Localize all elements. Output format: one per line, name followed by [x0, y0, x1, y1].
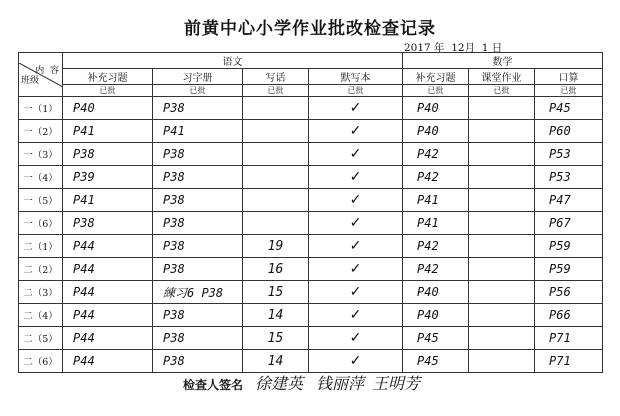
record-cell: P53 — [535, 166, 603, 189]
record-cell: 14 — [243, 304, 309, 327]
class-name-cell: 二（6） — [19, 350, 63, 373]
check-mark-cell: ✓ — [309, 97, 403, 120]
record-cell: P38 — [153, 143, 243, 166]
table-row — [19, 304, 603, 327]
record-cell — [469, 212, 535, 235]
signature-name: 钱丽萍 — [316, 374, 365, 393]
check-mark-cell: ✓ — [309, 120, 403, 143]
record-cell — [469, 327, 535, 350]
record-cell: P67 — [535, 212, 603, 235]
record-cell: P38 — [63, 212, 153, 235]
col-subheader: 已批 — [63, 85, 153, 97]
class-name-cell: 一（1） — [19, 97, 63, 120]
record-cell — [469, 350, 535, 373]
record-cell: P42 — [403, 235, 469, 258]
class-name-cell: 一（5） — [19, 189, 63, 212]
record-cell: P40 — [403, 281, 469, 304]
record-cell: P38 — [153, 258, 243, 281]
record-cell: P40 — [403, 120, 469, 143]
table-row — [19, 143, 603, 166]
record-cell — [243, 212, 309, 235]
col-header: 习字册 — [153, 69, 243, 85]
record-cell: P44 — [63, 327, 153, 350]
record-cell: P42 — [403, 166, 469, 189]
col-subheader: 已批 — [469, 85, 535, 97]
record-cell: P42 — [403, 143, 469, 166]
group-math: 数学 — [403, 53, 603, 69]
class-name-cell: 一（6） — [19, 212, 63, 235]
col-subheader: 已批 — [309, 85, 403, 97]
class-name-cell: 二（5） — [19, 327, 63, 350]
record-cell: P42 — [403, 258, 469, 281]
class-name-cell: 二（1） — [19, 235, 63, 258]
table-row — [19, 258, 603, 281]
record-cell: 練习6 P38 — [153, 281, 243, 304]
record-date: 2017 年 12月 1 日 — [404, 42, 503, 54]
class-name-cell: 二（2） — [19, 258, 63, 281]
col-header: 口算 — [535, 69, 603, 85]
check-mark-cell: ✓ — [309, 189, 403, 212]
record-cell: P44 — [63, 281, 153, 304]
record-cell: P45 — [535, 97, 603, 120]
header-corner-cell — [19, 53, 63, 97]
class-name-cell: 一（2） — [19, 120, 63, 143]
record-cell: P40 — [63, 97, 153, 120]
col-subheader: 已批 — [535, 85, 603, 97]
group-chinese: 语文 — [63, 53, 403, 69]
record-cell: P60 — [535, 120, 603, 143]
table-row — [19, 327, 603, 350]
record-cell: P41 — [63, 189, 153, 212]
record-cell: P44 — [63, 304, 153, 327]
record-cell: P59 — [535, 258, 603, 281]
record-cell: 15 — [243, 281, 309, 304]
record-cell: P38 — [153, 235, 243, 258]
record-cell: P40 — [403, 304, 469, 327]
class-name-cell: 二（4） — [19, 304, 63, 327]
record-cell — [469, 189, 535, 212]
table-row — [19, 281, 603, 304]
record-cell — [469, 120, 535, 143]
record-cell — [243, 166, 309, 189]
record-cell: P41 — [403, 189, 469, 212]
record-cell: P39 — [63, 166, 153, 189]
record-cell: 16 — [243, 258, 309, 281]
record-cell: P56 — [535, 281, 603, 304]
corner-class-label: 班级 — [21, 75, 40, 86]
record-cell: P59 — [535, 235, 603, 258]
record-cell: P41 — [63, 120, 153, 143]
record-cell — [469, 235, 535, 258]
check-mark-cell: ✓ — [309, 350, 403, 373]
record-cell: P44 — [63, 235, 153, 258]
col-subheader: 已批 — [153, 85, 243, 97]
record-cell: P45 — [403, 327, 469, 350]
col-header: 课堂作业 — [469, 69, 535, 85]
record-cell — [469, 281, 535, 304]
record-cell: P44 — [63, 258, 153, 281]
record-cell: P38 — [153, 189, 243, 212]
table-row — [19, 166, 603, 189]
col-header: 补充习题 — [63, 69, 153, 85]
record-cell: P66 — [535, 304, 603, 327]
check-mark-cell: ✓ — [309, 258, 403, 281]
record-cell — [469, 97, 535, 120]
col-header: 写话 — [243, 69, 309, 85]
record-cell — [469, 143, 535, 166]
record-cell: P71 — [535, 350, 603, 373]
record-cell: P45 — [403, 350, 469, 373]
table-row — [19, 350, 603, 373]
record-cell: 14 — [243, 350, 309, 373]
record-cell: P71 — [535, 327, 603, 350]
header-row-groups — [19, 53, 603, 69]
record-cell: P38 — [153, 350, 243, 373]
col-header: 补充习题 — [403, 69, 469, 85]
check-mark-cell: ✓ — [309, 235, 403, 258]
col-header: 默写本 — [309, 69, 403, 85]
signature-label: 检查人签名 — [183, 378, 244, 392]
signature-name: 王明芳 — [372, 374, 421, 393]
record-cell: P40 — [403, 97, 469, 120]
check-mark-cell: ✓ — [309, 304, 403, 327]
table-row — [19, 120, 603, 143]
record-cell: P44 — [63, 350, 153, 373]
class-name-cell: 一（3） — [19, 143, 63, 166]
record-cell — [469, 166, 535, 189]
corner-content-label: 内 容 — [35, 65, 59, 76]
class-name-cell: 二（3） — [19, 281, 63, 304]
check-mark-cell: ✓ — [309, 166, 403, 189]
record-cell: 15 — [243, 327, 309, 350]
record-cell: P41 — [403, 212, 469, 235]
record-cell: P53 — [535, 143, 603, 166]
record-cell — [469, 304, 535, 327]
record-cell — [243, 143, 309, 166]
class-name-cell: 一（4） — [19, 166, 63, 189]
check-mark-cell: ✓ — [309, 212, 403, 235]
table-row — [19, 235, 603, 258]
col-subheader: 已批 — [243, 85, 309, 97]
header-row-status — [19, 85, 603, 97]
record-cell: P38 — [153, 327, 243, 350]
check-mark-cell: ✓ — [309, 281, 403, 304]
table-row — [19, 212, 603, 235]
page-title: 前黄中心小学作业批改检查记录 — [184, 19, 436, 39]
check-mark-cell: ✓ — [309, 327, 403, 350]
record-cell: P38 — [153, 212, 243, 235]
record-cell: P38 — [153, 304, 243, 327]
record-cell: P38 — [63, 143, 153, 166]
record-cell: 19 — [243, 235, 309, 258]
table-row — [19, 189, 603, 212]
col-subheader: 已批 — [403, 85, 469, 97]
signature-name: 徐建英 — [255, 374, 304, 393]
record-table — [18, 52, 603, 373]
record-cell: P38 — [153, 166, 243, 189]
record-cell — [243, 189, 309, 212]
check-mark-cell: ✓ — [309, 143, 403, 166]
table-row — [19, 97, 603, 120]
record-cell — [243, 97, 309, 120]
record-cell: P47 — [535, 189, 603, 212]
header-row-columns — [19, 69, 603, 85]
record-cell — [243, 120, 309, 143]
record-cell: P38 — [153, 97, 243, 120]
record-cell: P41 — [153, 120, 243, 143]
record-cell — [469, 258, 535, 281]
